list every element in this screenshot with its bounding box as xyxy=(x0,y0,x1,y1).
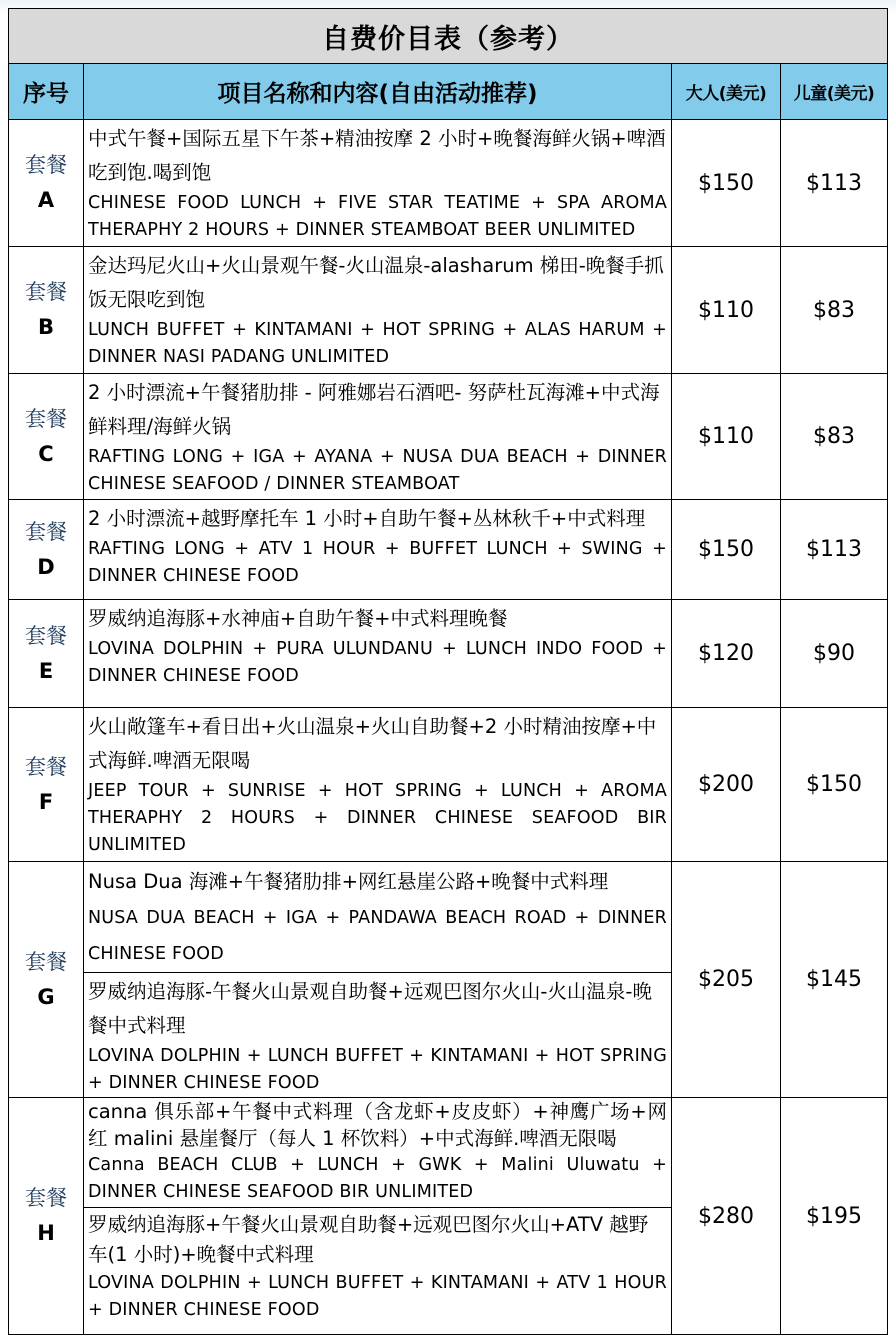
item-en: NUSA DUA BEACH + IGA + PANDAWA BEACH ROAD + DINNER CHINESE FOOD xyxy=(88,908,667,964)
item-block xyxy=(84,1207,671,1334)
item-en: JEEP TOUR + SUNRISE + HOT SPRING + LUNCH + AROMA THERAPHY 2 HOURS + DINNER CHINESE SEAFOOD BIR UNLIMITED xyxy=(88,781,667,855)
item-block xyxy=(84,1098,671,1207)
header-item: 项目名称和内容(自由活动推荐) xyxy=(84,64,672,119)
package-description xyxy=(84,500,672,599)
table-title: 自费价目表（参考） xyxy=(9,9,887,64)
item-cn: 2 小时漂流+越野摩托车 1 小时+自助午餐+丛林秋千+中式料理 xyxy=(88,507,646,530)
item-cn: 罗威纳追海豚-午餐火山景观自助餐+远观巴图尔火山-火山温泉-晚餐中式料理 xyxy=(88,980,652,1037)
package-description xyxy=(84,120,672,246)
item-block xyxy=(84,120,671,246)
item-block xyxy=(84,247,671,373)
item-en: Canna BEACH CLUB + LUNCH + GWK + Malini Uluwatu + DINNER CHINESE SEAFOOD BIR UNLIMITED xyxy=(88,1155,667,1202)
header-child-price: 儿童(美元) xyxy=(793,84,875,104)
item-cn: 罗威纳追海豚+午餐火山景观自助餐+远观巴图尔火山+ATV 越野车(1 小时)+晚餐中式料理 xyxy=(88,1213,649,1266)
package-label: 套餐 H xyxy=(9,1098,84,1334)
child-price: $150 xyxy=(806,772,862,797)
item-block xyxy=(84,972,671,1099)
child-price: $83 xyxy=(813,424,855,449)
item-cn: 火山敞篷车+看日出+火山温泉+火山自助餐+2 小时精油按摩+中式海鲜.啤酒无限喝 xyxy=(88,715,657,772)
adult-price: $120 xyxy=(672,600,781,707)
adult-price: $150 xyxy=(672,120,781,246)
child-price: $90 xyxy=(813,641,855,666)
package-letter: H xyxy=(37,1221,55,1245)
table-row-package-c xyxy=(9,374,887,500)
header-row xyxy=(9,64,887,120)
child-price: $195 xyxy=(806,1203,862,1229)
item-en: LUNCH BUFFET + KINTAMANI + HOT SPRING + ALAS HARUM + DINNER NASI PADANG UNLIMITED xyxy=(88,320,667,367)
package-label: 套餐 C xyxy=(9,374,84,499)
package-letter: E xyxy=(38,658,54,683)
package-label: 套餐 G xyxy=(9,862,84,1097)
child-price: $145 xyxy=(806,967,862,992)
item-en: CHINESE FOOD LUNCH + FIVE STAR TEATIME + SPA AROMA THERAPHY 2 HOURS + DINNER STEAMBOAT BEER UNLIMITED xyxy=(88,193,667,240)
item-cn: 罗威纳追海豚+水神庙+自助午餐+中式料理晚餐 xyxy=(88,607,508,630)
child-price: $113 xyxy=(806,537,862,562)
package-description xyxy=(84,600,672,707)
package-description xyxy=(84,247,672,373)
package-label: 套餐 A xyxy=(9,120,84,246)
package-description xyxy=(84,1098,672,1334)
item-block xyxy=(84,600,671,692)
package-letter: A xyxy=(37,188,55,212)
adult-price: $205 xyxy=(672,862,781,1097)
header-index: 序号 xyxy=(9,64,84,119)
price-table xyxy=(8,8,888,1335)
child-price: $113 xyxy=(806,170,862,196)
item-cn: 中式午餐+国际五星下午茶+精油按摩 2 小时+晚餐海鲜火锅+啤酒吃到饱.喝到饱 xyxy=(88,127,666,184)
child-price: $83 xyxy=(813,297,855,323)
item-block xyxy=(84,862,671,972)
package-letter: G xyxy=(37,984,55,1009)
item-cn: canna 俱乐部+午餐中式料理（含龙虾+皮皮虾）+神鹰广场+网红 malini 悬崖餐厅（每人 1 杯饮料）+中式海鲜.啤酒无限喝 xyxy=(88,1100,667,1150)
item-en: LOVINA DOLPHIN + LUNCH BUFFET + KINTAMANI + HOT SPRING + DINNER CHINESE FOOD xyxy=(88,1046,667,1093)
table-row-package-d xyxy=(9,500,887,600)
table-row-package-b xyxy=(9,247,887,374)
table-row-package-f xyxy=(9,708,887,862)
item-en: RAFTING LONG + ATV 1 HOUR + BUFFET LUNCH + SWING + DINNER CHINESE FOOD xyxy=(88,539,667,586)
item-block xyxy=(84,500,671,592)
item-cn: 金达玛尼火山+火山景观午餐-火山温泉-alasharum 梯田-晚餐手抓饭无限吃到饱 xyxy=(88,254,664,311)
item-cn: 2 小时漂流+午餐猪肋排 - 阿雅娜岩石酒吧- 努萨杜瓦海滩+中式海鲜料理/海鲜火锅 xyxy=(88,381,660,438)
adult-price: $200 xyxy=(672,708,781,861)
package-description xyxy=(84,862,672,1097)
item-en: LOVINA DOLPHIN + PURA ULUNDANU + LUNCH INDO FOOD + DINNER CHINESE FOOD xyxy=(88,639,667,686)
package-label: 套餐 E xyxy=(9,600,84,707)
table-row-package-a xyxy=(9,120,887,247)
package-letter: D xyxy=(37,554,55,579)
package-description xyxy=(84,374,672,499)
item-cn: Nusa Dua 海滩+午餐猪肋排+网红悬崖公路+晚餐中式料理 xyxy=(88,870,609,893)
package-letter: B xyxy=(37,315,54,339)
adult-price: $280 xyxy=(672,1098,781,1334)
item-block xyxy=(84,374,671,500)
table-row-package-h xyxy=(9,1098,887,1334)
package-description xyxy=(84,708,672,861)
header-adult-price: 大人(美元) xyxy=(672,64,781,119)
package-label: 套餐 D xyxy=(9,500,84,599)
package-letter: F xyxy=(38,789,54,814)
table-row-package-e xyxy=(9,600,887,708)
adult-price: $110 xyxy=(672,374,781,499)
package-letter: C xyxy=(38,441,54,466)
package-label: 套餐 B xyxy=(9,247,84,373)
package-label: 套餐 F xyxy=(9,708,84,861)
table-row-package-g xyxy=(9,862,887,1098)
adult-price: $110 xyxy=(672,247,781,373)
item-en: RAFTING LONG + IGA + AYANA + NUSA DUA BEACH + DINNER CHINESE SEAFOOD / DINNER STEAMBOAT xyxy=(88,447,667,494)
adult-price: $150 xyxy=(672,500,781,599)
item-en: LOVINA DOLPHIN + LUNCH BUFFET + KINTAMANI + ATV 1 HOUR + DINNER CHINESE FOOD xyxy=(88,1273,667,1320)
item-block xyxy=(84,708,671,861)
